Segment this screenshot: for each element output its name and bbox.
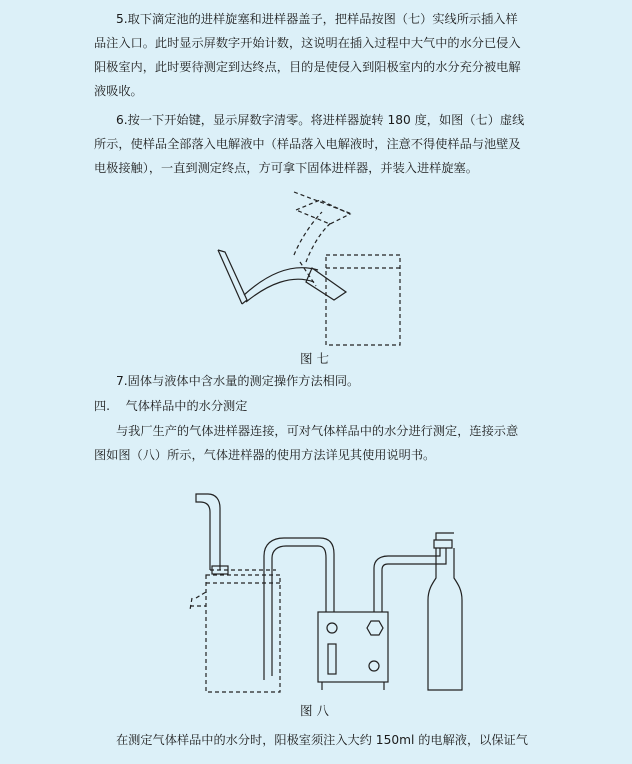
figure7-caption: 图 七 [300,351,329,366]
para6-line2: 所示，使样品全部落入电解液中（样品落入电解液时，注意不得使样品与池壁及 [94,137,521,151]
para6-line1: 6.按一下开始键，显示屏数字清零。将进样器旋转 180 度，如图（七）虚线 [116,113,525,127]
figure8-caption: 图 八 [300,703,329,718]
para-last-line1: 在测定气体样品中的水分时，阳极室须注入大约 150ml 的电解液，以保证气 [116,733,528,747]
section4-heading: 四. 气体样品中的水分测定 [94,399,248,413]
rotated-cap-edge [294,192,352,214]
para5-line2: 品注入口。此时显示屏数字开始计数，这说明在插入过程中大气中的水分已侵入 [94,36,521,50]
para5-line1: 5.取下滴定池的进样旋塞和进样器盖子，把样品按图（七）实线所示插入样 [116,12,518,26]
bottle-valve-handle [436,533,454,540]
para-gas-line1: 与我厂生产的气体进样器连接，可对气体样品中的水分进行测定，连接示意 [116,424,519,438]
figure8-diagram [0,485,632,700]
bottle-valve [434,540,452,548]
gas-bottle [428,548,462,690]
electrode-tube [196,494,220,570]
rotated-tube-right [306,222,332,262]
electrolytic-cell-body [206,575,280,692]
para-gas-line2: 图如图（八）所示，气体进样器的使用方法详见其使用说明书。 [94,448,436,462]
injector-cap [218,250,247,304]
sampler-flowmeter [328,644,336,674]
para6-line3: 电极接触），一直到测定终点，方可拿下固体进样器，并装入进样旋塞。 [94,161,478,175]
sampler-feet [322,682,384,690]
side-port [190,592,206,610]
injector-tube-lower [246,279,314,302]
para5-line3: 阳极室内，此时要待测定到达终点，目的是使侵入到阳极室内的水分充分被电解 [94,60,521,74]
sampler-knob-left [327,623,337,633]
para5-line4: 液吸收。 [94,84,143,98]
para7-line1: 7.固体与液体中含水量的测定操作方法相同。 [116,374,360,388]
sampler-knob-right [369,661,379,671]
gas-outlet-tube-outer [374,548,440,612]
gas-inlet-tube-outer [264,538,334,680]
injector-cap-edge [218,250,242,304]
sampler-nut [367,621,383,635]
injector-collar [300,262,316,286]
figure7-diagram [0,180,632,350]
